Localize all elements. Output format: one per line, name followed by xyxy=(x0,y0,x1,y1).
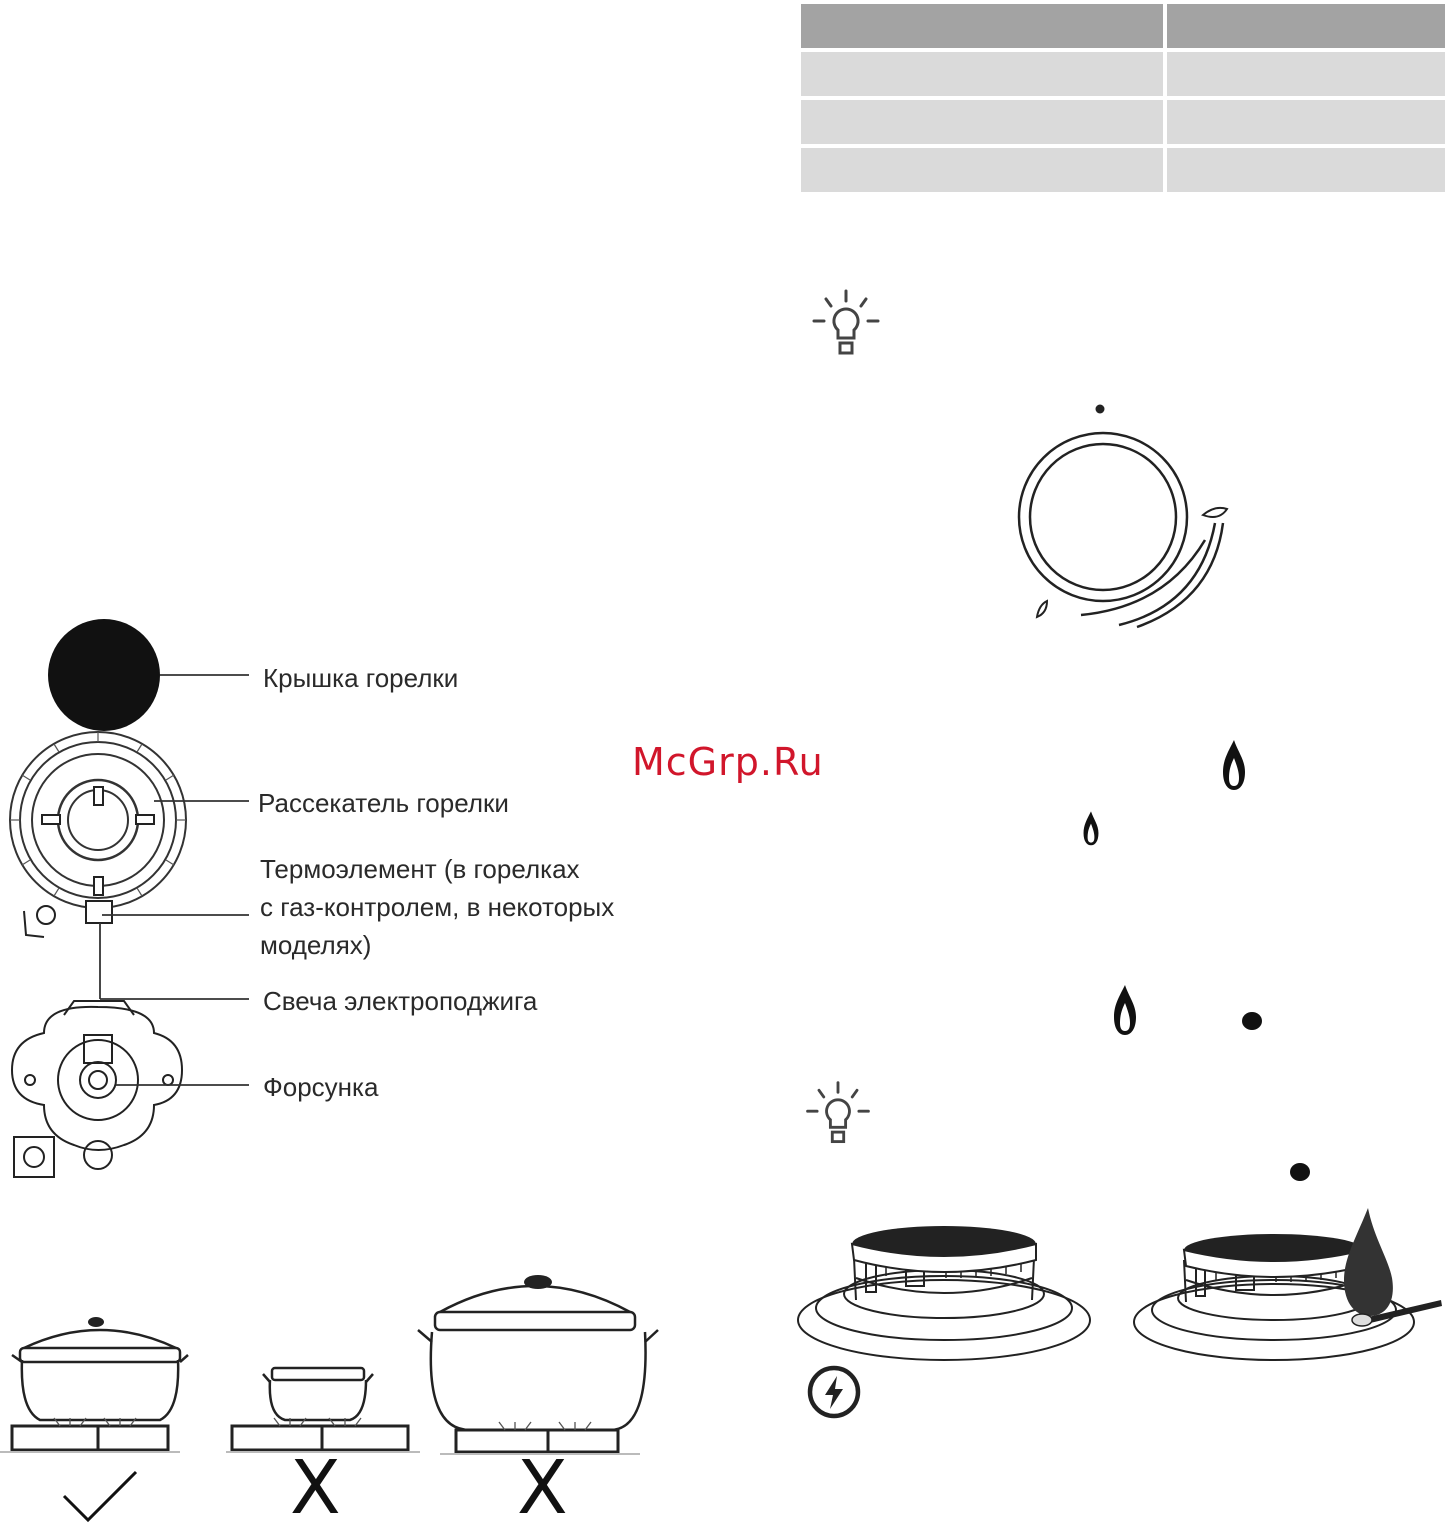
table-cell xyxy=(1167,100,1445,144)
warning-lightning-icon xyxy=(806,1364,862,1420)
burner-ignition-illustration xyxy=(796,1208,1446,1368)
table-cell xyxy=(801,148,1163,192)
wrong-mark-large-pot: X xyxy=(517,1445,568,1531)
specs-table xyxy=(801,4,1445,196)
flame-icon xyxy=(1110,983,1140,1039)
burner-spreader-label: Рассекатель горелки xyxy=(258,788,509,818)
table-cell xyxy=(1167,148,1445,192)
burner-exploded-diagram xyxy=(4,615,254,1190)
table-header-row xyxy=(801,4,1445,48)
injector-label: Форсунка xyxy=(263,1072,379,1102)
control-knob xyxy=(1015,395,1245,630)
table-cell xyxy=(1167,4,1445,48)
spark-plug-label: Свеча электроподжига xyxy=(263,986,538,1016)
table-cell xyxy=(801,4,1163,48)
thermoelement-label: Термоэлемент (в горелках с газ-контролем, в некоторых моделях) xyxy=(260,854,615,960)
table-cell xyxy=(801,100,1163,144)
check-mark-icon xyxy=(60,1468,140,1524)
tip-bulb-icon xyxy=(800,1077,876,1153)
flame-icon xyxy=(1080,810,1102,848)
table-row xyxy=(801,52,1445,96)
table-row xyxy=(801,100,1445,144)
tip-bulb-icon xyxy=(806,285,886,365)
flame-icon xyxy=(1220,738,1248,794)
wrong-mark-small-pot: X xyxy=(290,1445,341,1531)
off-dot-icon xyxy=(1242,1012,1262,1030)
table-cell xyxy=(801,52,1163,96)
burner-cap-label: Крышка горелки xyxy=(263,663,459,693)
watermark: McGrp.Ru xyxy=(632,740,824,784)
off-dot-icon xyxy=(1290,1163,1310,1181)
cookware-size-illustration xyxy=(0,1270,660,1460)
table-row xyxy=(801,148,1445,192)
table-cell xyxy=(1167,52,1445,96)
